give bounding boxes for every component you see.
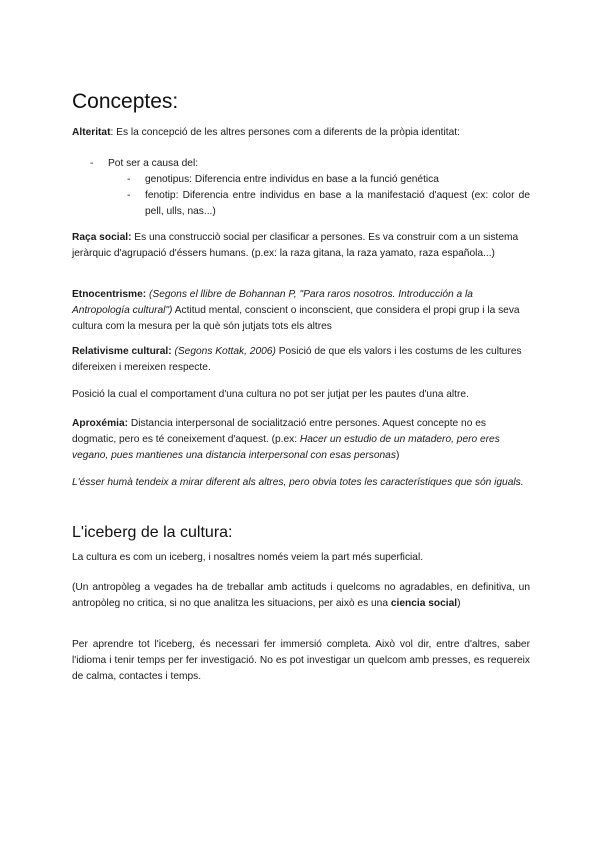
example-matadero: Hacer un estudio de un matadero, pero eres vegano, pues mantienes una distancia interpersonal con esas personas xyxy=(72,434,500,461)
definition-alteritat-text: : Es la concepció de les altres persones com a diferents de la pròpia identitat: xyxy=(110,127,460,138)
term-aproxemia: Aproxémia: xyxy=(72,418,129,429)
quote-esser-huma xyxy=(72,475,530,491)
page-title: Conceptes: xyxy=(72,90,179,113)
definition-aproxemia-close: ) xyxy=(395,450,400,461)
sublist-dash: - xyxy=(127,174,131,185)
term-relativisme: Relativisme cultural: xyxy=(72,346,172,357)
paragraph-iceberg: La cultura es com un iceberg, i nosaltres només veiem la part més superficial. xyxy=(72,552,424,563)
definition-etnocentrisme xyxy=(72,287,530,335)
definition-relativisme-text: Posició de que els valors i les costums de les cultures difereixen i mereixen respecte. xyxy=(72,346,522,373)
paragraph-antropoleg xyxy=(72,580,530,612)
definition-raca-text: Es una construcciò social per clasificar a persones. Es va construir com a un sistema jeràrquic d'agrupació d'éssers humans. (p.ex: la raza gitana, la raza yamato, raza española...) xyxy=(72,232,519,259)
definition-aproxemia-text: Distancia interpersonal de socialització entre persones. Aquest concepte no es dogmatic, pero es té coneixement d'aquest. (p.ex: xyxy=(72,418,486,445)
paragraph-antropoleg-text: (Un antropòleg a vegades ha de treballar amb actituds i quelcoms no agradables, en definitiva, un antropòleg no critica, si no que analitza les situacions, per això es una xyxy=(72,582,530,609)
term-alteritat: Alteritat xyxy=(72,127,111,138)
definition-aproxemia xyxy=(72,416,530,464)
citation-kottak: (Segons Kottak, 2006) xyxy=(171,346,276,357)
definition-etnocentrisme-text: Actitud mental, conscient o inconscient, que considera el propi grup i la seva cultura com la mesura per la què són jutjats tots els altres xyxy=(72,305,520,332)
paragraph-antropoleg-close: ) xyxy=(457,598,461,609)
list-dash: - xyxy=(90,158,94,169)
paragraph-aprendre: Per aprendre tot l'iceberg, és necessari fer immersió completa. Això vol dir, entre d'altres, saber l'idioma i tenir temps per fer investigació. No es pot investigar un quelcom amb presses, es requereix de calma, contactes i temps. xyxy=(72,639,530,682)
definition-alteritat xyxy=(72,125,530,141)
definition-raca-social xyxy=(72,230,530,262)
term-etnocentrisme: Etnocentrisme: xyxy=(72,289,147,300)
sublist-dash: - xyxy=(127,190,131,201)
term-ciencia-social: ciencia social xyxy=(390,598,458,609)
paragraph-posicio: Posició la cual el comportament d'una cultura no pot ser jutjat per les pautes d'una altre. xyxy=(72,389,469,400)
term-raca-social: Raça social: xyxy=(72,232,132,243)
section-heading-iceberg: L'iceberg de la cultura: xyxy=(72,524,233,541)
sublist-item-genotipus: genotipus: Diferencia entre individus en base a la funció genética xyxy=(145,174,439,185)
sublist-item-fenotip: fenotip: Diferencia entre individus en base a la manifestació d'aquest (ex: color de pell, ulls, nas...) xyxy=(145,190,530,217)
list-item-causes: Pot ser a causa del: xyxy=(108,158,199,169)
quote-text: L'ésser humà tendeix a mirar diferent als altres, pero obvia totes les característiques que són iguals. xyxy=(72,477,524,488)
citation-bohannan: (Segons el llibre de Bohannan P, "Para raros nosotros. Introducción a la Antropología cultural") xyxy=(72,289,473,316)
definition-relativisme xyxy=(72,344,530,376)
